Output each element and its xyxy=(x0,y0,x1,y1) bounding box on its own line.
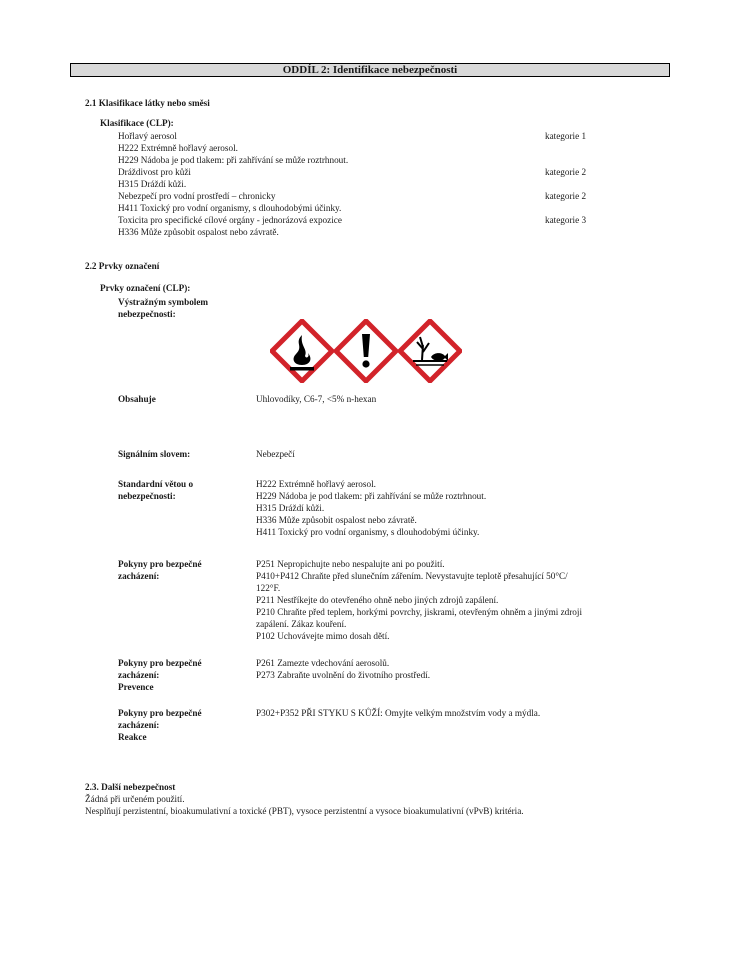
prevention-label: zacházení: xyxy=(118,670,160,680)
signal-word-label: Signálním slovem: xyxy=(118,449,191,459)
hazard-line: H336 Může způsobit ospalost nebo závratě. xyxy=(256,515,417,525)
pictogram-label: nebezpečnosti: xyxy=(118,309,176,319)
classification-row: H336 Může způsobit ospalost nebo závratě. xyxy=(118,227,279,237)
section-header xyxy=(70,63,670,77)
clp-classification-label: Klasifikace (CLP): xyxy=(100,118,174,128)
signal-word-value: Nebezpečí xyxy=(256,449,295,459)
classification-category: kategorie 2 xyxy=(545,191,587,201)
classification-row: Toxicita pro specifické cílové orgány - jednorázová expozice xyxy=(118,215,342,225)
classification-row: Nebezpečí pro vodní prostředí – chronicky xyxy=(118,191,276,201)
flame-pictogram-icon xyxy=(270,319,334,383)
hazard-line: H411 Toxický pro vodní organismy, s dlouhodobými účinky. xyxy=(256,527,480,537)
precaution-label: zacházení: xyxy=(118,571,160,581)
classification-row: H411 Toxický pro vodní organismy, s dlouhodobými účinky. xyxy=(118,203,342,213)
classification-row: H315 Dráždí kůži. xyxy=(118,179,187,189)
classification-category: kategorie 2 xyxy=(545,167,587,177)
hazard-line: H222 Extrémně hořlavý aerosol. xyxy=(256,479,376,489)
classification-row: Hořlavý aerosol xyxy=(118,131,177,141)
exclamation-pictogram-icon xyxy=(334,319,398,383)
precaution-line: zapálení. Zákaz kouření. xyxy=(256,619,347,629)
reaction-label: zacházení: xyxy=(118,720,160,730)
classification-category: kategorie 3 xyxy=(545,215,587,225)
precaution-line: P410+P412 Chraňte před slunečním zářením. Nevystavujte teplotě přesahující 50°C/ xyxy=(256,571,568,581)
hazard-line: H229 Nádoba je pod tlakem: při zahřívání se může roztrhnout. xyxy=(256,491,487,501)
prevention-line: P261 Zamezte vdechování aerosolů. xyxy=(256,658,390,668)
heading-2-3: 2.3. Další nebezpečnost xyxy=(85,782,176,792)
contains-label: Obsahuje xyxy=(118,394,156,404)
environment-pictogram-icon xyxy=(398,319,462,383)
precaution-line: P210 Chraňte před teplem, horkými povrchy, jiskrami, otevřeným ohněm a jinými zdroji xyxy=(256,607,583,617)
reaction-label: Pokyny pro bezpečné xyxy=(118,708,202,718)
precaution-label: Pokyny pro bezpečné xyxy=(118,559,202,569)
classification-row: H229 Nádoba je pod tlakem: při zahřívání se může roztrhnout. xyxy=(118,155,349,165)
prevention-label: Pokyny pro bezpečné xyxy=(118,658,202,668)
clp-label-elements: Prvky označení (CLP): xyxy=(100,283,191,293)
reaction-label: Reakce xyxy=(118,732,147,742)
classification-row: H222 Extrémně hořlavý aerosol. xyxy=(118,143,238,153)
reaction-line: P302+P352 PŘI STYKU S KŮŽÍ: Omyjte velkým množstvím vody a mýdla. xyxy=(256,708,541,718)
precaution-line: P211 Nestříkejte do otevřeného ohně nebo jiných zdrojů zapálení. xyxy=(256,595,499,605)
section-title: ODDÍL 2: Identifikace nebezpečnosti xyxy=(282,64,458,76)
hazard-line: H315 Dráždí kůži. xyxy=(256,503,325,513)
prevention-label: Prevence xyxy=(118,682,154,692)
other-hazards-line: Žádná při určeném použití. xyxy=(85,794,185,804)
classification-category: kategorie 1 xyxy=(545,131,587,141)
pictogram-label: Výstražným symbolem xyxy=(118,297,209,307)
contains-value: Uhlovodíky, C6-7, <5% n-hexan xyxy=(256,394,377,404)
heading-2-1: 2.1 Klasifikace látky nebo směsi xyxy=(85,98,210,108)
precaution-line: P251 Nepropichujte nebo nespalujte ani po použití. xyxy=(256,559,445,569)
precaution-line: 122°F. xyxy=(256,583,281,593)
classification-row: Dráždivost pro kůži xyxy=(118,167,191,177)
hazard-statements-label: Standardní větou o xyxy=(118,479,194,489)
other-hazards-line: Nesplňují perzistentní, bioakumulativní a toxické (PBT), vysoce perzistentní a vysoce bioakumulativní (vPvB) kritéria. xyxy=(85,806,524,816)
prevention-line: P273 Zabraňte uvolnění do životního prostředí. xyxy=(256,670,431,680)
precaution-line: P102 Uchovávejte mimo dosah dětí. xyxy=(256,631,390,641)
heading-2-2: 2.2 Prvky označení xyxy=(85,261,160,271)
hazard-statements-label: nebezpečnosti: xyxy=(118,491,176,501)
